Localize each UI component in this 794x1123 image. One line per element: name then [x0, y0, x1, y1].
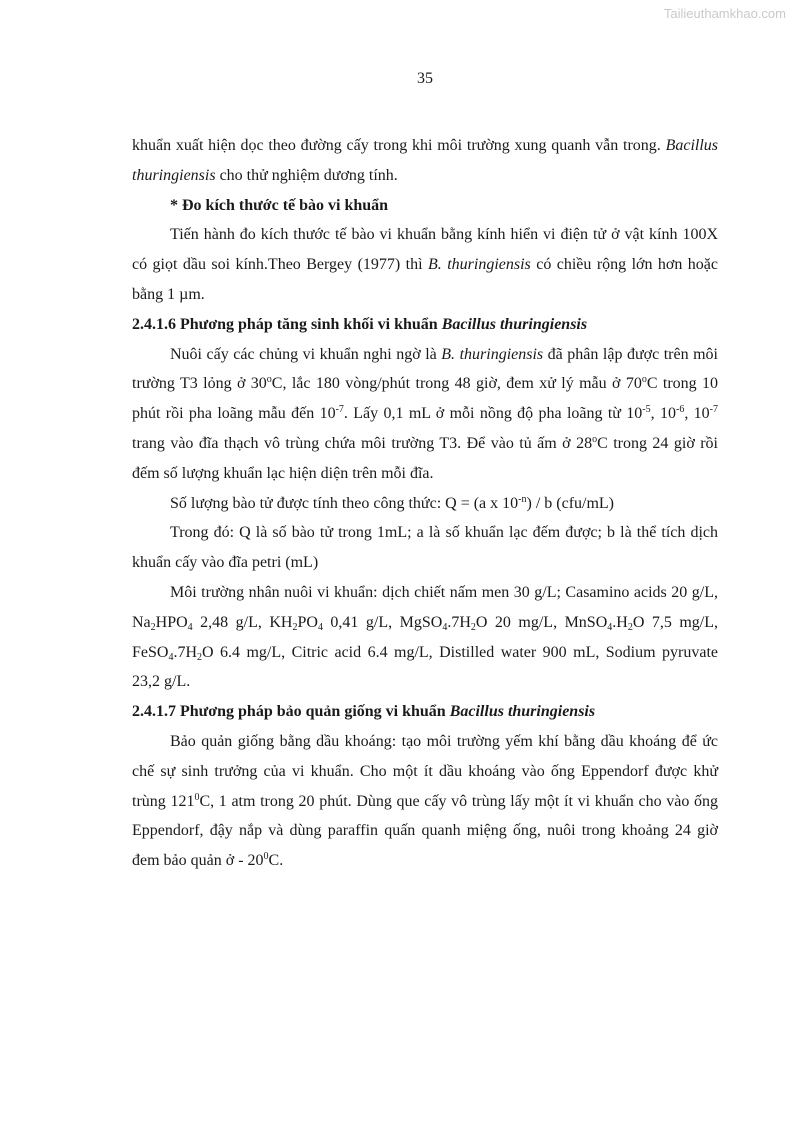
page-number: 35 [417, 70, 433, 87]
text: Môi trường nhân nuôi vi khuẩn: dịch chiết nấm men 30 g/L; Casamino acids 20 g/L, Na [132, 583, 718, 631]
text: C, lắc 180 vòng/phút trong 48 giờ, đem xử lý mẫu ở 70 [271, 375, 642, 393]
text: C trong 24 giờ rồi đếm số lượng khuẩn lạc hiện diện trên mỗi đĩa. [132, 434, 719, 482]
text: PO [297, 613, 318, 631]
text: HPO [155, 613, 188, 631]
paragraph-formula-legend: Trong đó: Q là số bào tử trong 1mL; a là số khuẩn lạc đếm được; b là thể tích dịch khuẩn cấy vào đĩa petri (mL) [132, 524, 718, 572]
superscript: 0 [263, 851, 269, 863]
paragraph-2 [132, 220, 718, 309]
paragraph-1 [132, 131, 718, 191]
text: C. [268, 852, 284, 870]
text: O 20 mg/L, MnSO [475, 613, 608, 631]
text: .7H [173, 643, 198, 661]
subscript: 4 [442, 621, 448, 633]
subscript: 4 [607, 621, 613, 633]
section-heading-2-4-1-6 [132, 310, 718, 340]
text: Bảo quản giống bằng dầu khoáng: tạo môi trường yếm khí bằng dầu khoáng để ức chế sự sinh trưởng của vi khuẩn. Cho một ít dầu khoáng vào ống Eppendorf được khử trùng 121 [132, 732, 718, 810]
text: , 10 [684, 405, 710, 423]
subscript: 2 [197, 651, 203, 663]
subscript: 4 [168, 651, 174, 663]
text: Số lượng bào tử được tính theo công thức: Q = (a x 10 [170, 494, 519, 512]
superscript: o [592, 433, 598, 445]
paragraph-preservation [132, 727, 718, 876]
text: .7H [447, 613, 471, 631]
text: cho thử nghiệm dương tính. [215, 166, 398, 184]
italic-text: B. thuringiensis [428, 256, 531, 274]
document-body [132, 131, 718, 876]
text: , 10 [650, 405, 676, 423]
text: O 7,5 mg/L, FeSO [132, 613, 719, 661]
text: C, 1 atm trong 20 phút. Dùng que cấy vô trùng lấy một ít vi khuẩn cho vào ống Eppendorf, đậy nắp và dùng paraffin quấn quanh miệng ống, nuôi trong khoảng 24 giờ đem bảo quản ở - 20 [132, 792, 719, 870]
heading-italic: Bacillus thuringiensis [449, 703, 596, 721]
heading-text: 2.4.1.7 Phương pháp bảo quản giống vi khuẩn [132, 703, 450, 721]
superscript: -6 [675, 404, 685, 416]
superscript: -7 [709, 404, 719, 416]
text: ) / b (cfu/mL) [526, 494, 615, 512]
subscript: 2 [150, 621, 156, 633]
watermark: Tailieuthamkhao.com [663, 6, 786, 21]
paragraph-3 [132, 340, 718, 489]
superscript: o [266, 374, 272, 386]
paragraph-medium [132, 578, 718, 697]
italic-text: B. thuringiensis [441, 345, 544, 363]
text: đã phân lập được trên môi trường T3 lỏng ở 30 [132, 345, 719, 393]
text: Tiến hành đo kích thước tế bào vi khuẩn bằng kính hiển vi điện tử ở vật kính 100X có giọt dầu soi kính.Theo Bergey (1977) thì [132, 226, 718, 274]
subheading-cell-size: * Đo kích thước tế bào vi khuẩn [170, 196, 389, 214]
section-heading-2-4-1-7 [132, 697, 718, 727]
text: C trong 10 phút rồi pha loãng mẫu đến 10 [132, 375, 719, 423]
text: 0,41 g/L, MgSO [322, 613, 443, 631]
superscript: -7 [335, 404, 344, 416]
subscript: 2 [627, 621, 633, 633]
text: khuẩn xuất hiện dọc theo đường cấy trong khi môi trường xung quanh vẫn trong. [132, 137, 666, 154]
subscript: 2 [470, 621, 476, 633]
text: Nuôi cấy các chủng vi khuẩn nghi ngờ là [170, 345, 442, 363]
text: trang vào đĩa thạch vô trùng chứa môi trường T3. Để vào tủ ấm ở 28 [132, 434, 593, 452]
subscript: 4 [317, 621, 323, 633]
paragraph-formula [132, 489, 718, 519]
italic-text: Bacillus thuringiensis [132, 137, 718, 184]
superscript: -n [518, 493, 527, 505]
text: O 6.4 mg/L, Citric acid 6.4 mg/L, Distilled water 900 mL, Sodium pyruvate 23,2 g/L. [132, 643, 718, 691]
superscript: o [641, 374, 647, 386]
superscript: -5 [642, 404, 651, 416]
text: . Lấy 0,1 mL ở mỗi nồng độ pha loãng từ 10 [343, 405, 643, 423]
superscript: 0 [194, 791, 200, 803]
text: 2,48 g/L, KH [192, 613, 293, 631]
heading-italic: Bacillus thuringiensis [441, 315, 588, 333]
heading-text: 2.4.1.6 Phương pháp tăng sinh khối vi khuẩn [132, 315, 442, 333]
text: có chiều rộng lớn hơn hoặc bằng 1 µm. [132, 256, 719, 303]
text: .H [612, 613, 628, 631]
subscript: 4 [187, 621, 193, 633]
subscript: 2 [292, 621, 298, 633]
